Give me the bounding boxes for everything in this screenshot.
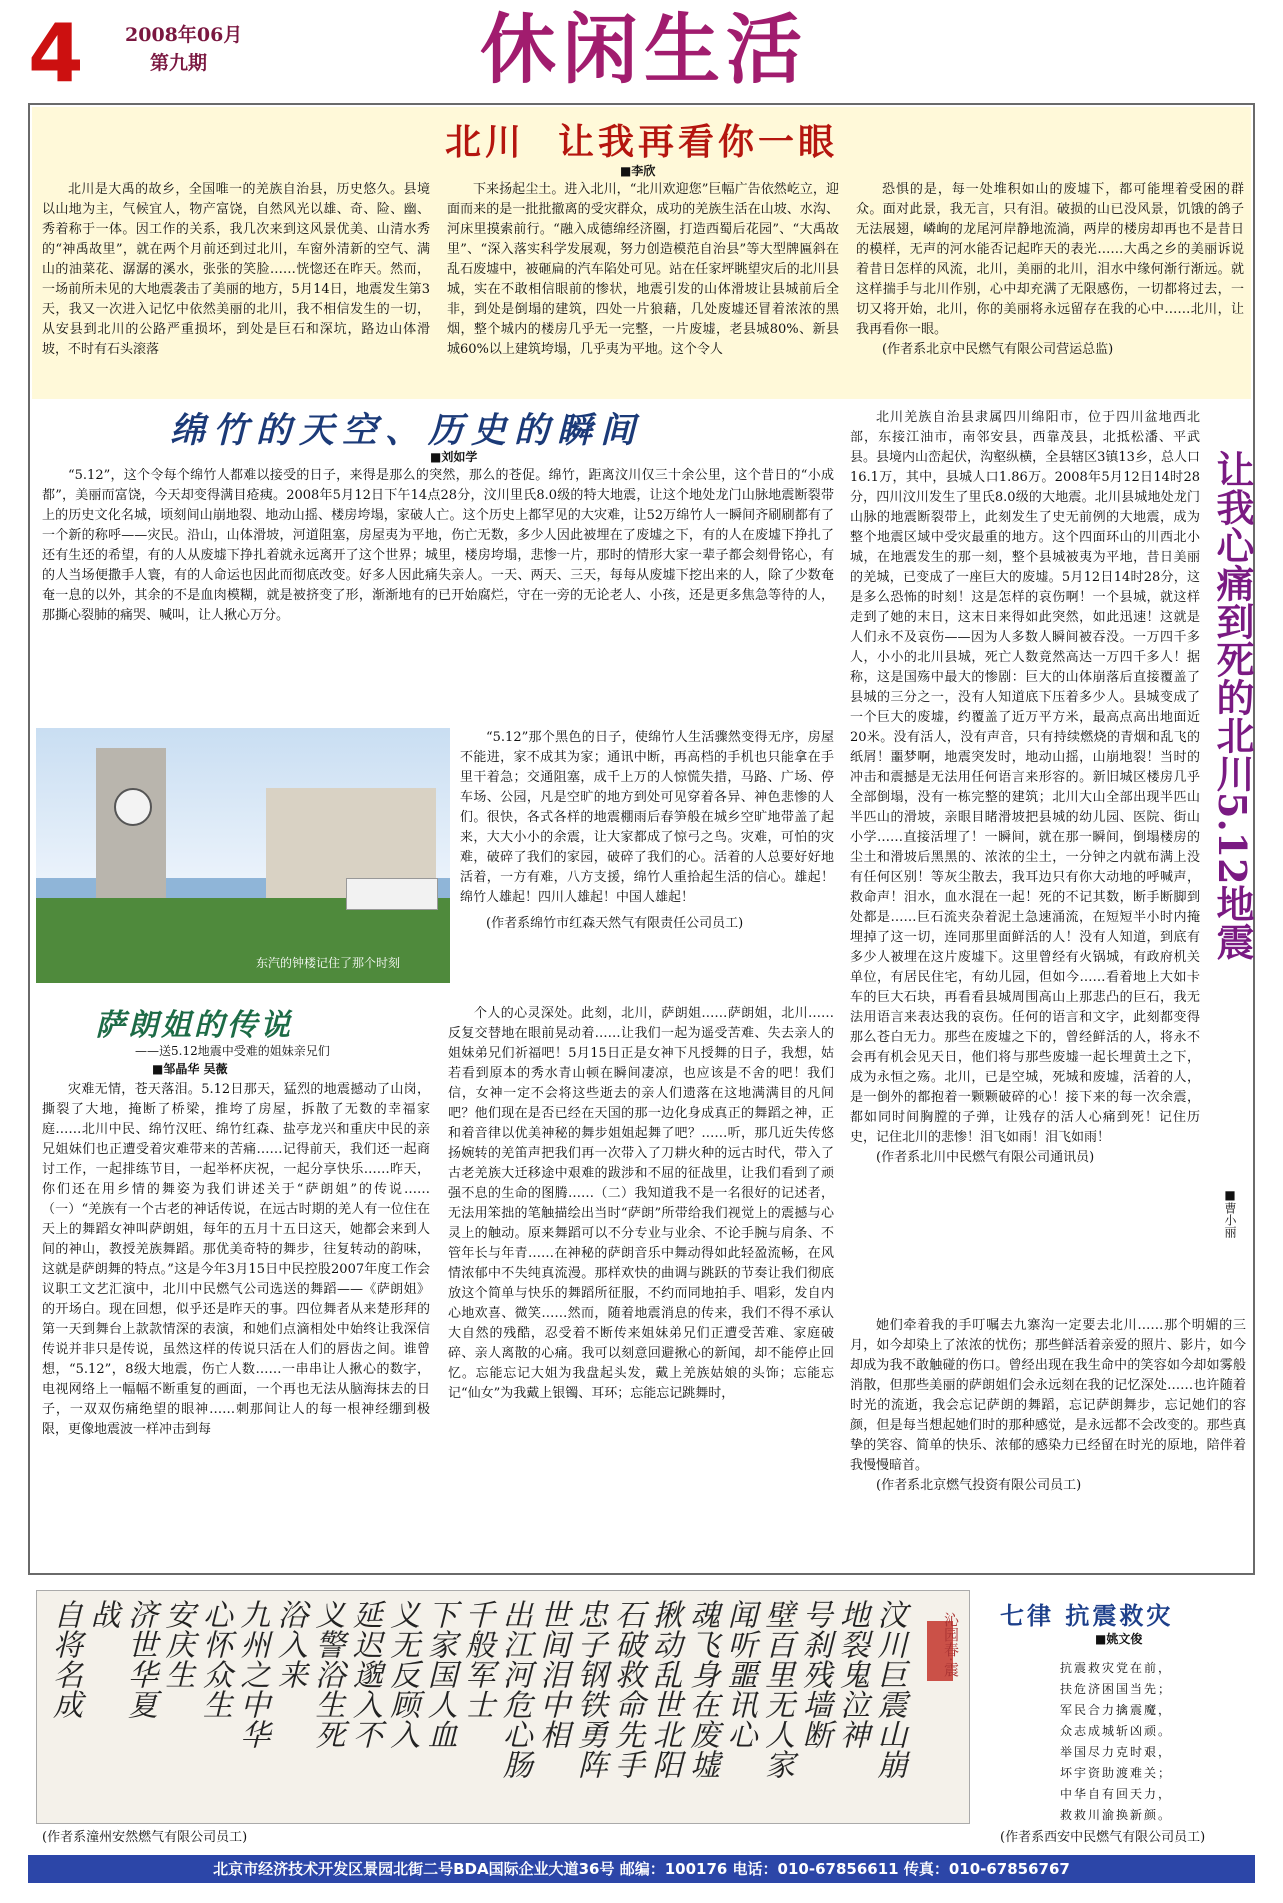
calligraphy-column: 号刹残墙断 (796, 1599, 832, 1749)
poem-line: 扶危济困国当先； (1060, 1682, 1173, 1696)
calligraphy-column: 战 (84, 1599, 120, 1629)
article-2-right-text (460, 728, 834, 990)
calligraphy-column: 世间泪中相 (534, 1599, 570, 1749)
section-title: 休闲生活 (480, 5, 808, 94)
issue-date: 2008年06月 (125, 24, 243, 46)
calligraphy-column: 石破救命先手 (609, 1599, 645, 1779)
poem-line: 救救川渝换新颜。 (1060, 1808, 1173, 1822)
calligraphy-column: 九州之中华 (234, 1599, 270, 1749)
article-2-text-top: “5.12”，这个令每个绵竹人都难以接受的日子，来得是那么的突然，那么的苍促。绵竹，距离汶川仅三十余公里，这个昔日的“小成都”，美丽而富饶，今天却变得满目疮痍。2008年5月12日下午14点28分，汶川里氏8.0级的特大地震，让这个地处龙门山脉地震断裂带上的历史文化名城，顷刻间山崩地裂、地动山摇、楼房垮塌，家破人亡。这个历史上都罕见的大灾难，让52万绵竹人一瞬间齐刷刷都有了一个新的称呼——灾民。沿山，山体滑坡，河道阻塞，房屋夷为平地，伤亡无数，多少人因此被埋在了废墟之下，有的人在废墟下挣扎了还有生还的希望，有的人从废墟下挣扎着就永远离开了这个世界；城里，楼房垮塌，悲惨一片，那时的情形大家一辈子都会刻骨铭心，有的人当场便撒手人寰，有的人命运也因此而彻底改变。好多人因此痛失亲人。一天、两天、三天，每每从废墟下挖出来的人，除了少数奄奄一息的以外，其余的不是血肉模糊，就是被挤变了形，渐渐地有的已开始腐烂，守在一旁的无论老人、小孩，还是更多焦急等待的人，那撕心裂肺的痛哭、喊叫，让人揪心万分。 (42, 468, 834, 623)
article-2-top-text (42, 466, 834, 722)
article-4-column-3 (850, 1316, 1246, 1574)
poem-signature: (作者系西安中民燃气有限公司员工) (1000, 1830, 1206, 1845)
clock-icon (114, 788, 152, 826)
article-4-text-3: 她们牵着我的手叮嘱去九寨沟一定要去北川……那个明媚的三月，如今却染上了浓浓的忧伤；那些鲜活着亲爱的照片、影片，如今却成为我不敢触碰的伤口。曾经出现在我生命中的笑容如今却如雾般消散，但那些美丽的萨朗姐们会永远刻在我的记忆深处……也许随着时光的流逝，我会忘记萨朗的舞蹈，忘记萨朗舞步，忘记她们的容颜，但是每当想起她们时的那种感觉，是永远都不会改变的。那些真挚的笑容、简单的快乐、浓郁的感染力已经留在时光的原地，陪伴着我慢慢暗首。 (850, 1318, 1246, 1473)
photo-caption: 东汽的钟楼记住了那个时刻 (256, 956, 401, 970)
article-1-author: ■李欣 (620, 164, 656, 178)
poem-line: 中华自有回天力， (1060, 1787, 1173, 1801)
calligraphy-column: 自将名成 (47, 1599, 82, 1719)
poem-title: 七律 抗震救灾 (1000, 1601, 1174, 1630)
article-4-text-1: 灾难无情，苍天落泪。5.12日那天，猛烈的地震撼动了山岗，撕裂了大地，掩断了桥梁，推垮了房屋，拆散了无数的幸福家庭……北川中民、绵竹汉旺、绵竹红森、盐亭龙兴和重庆中民的亲兄姐妹们也正遭受着灾难带来的苦痛……记得前天，我们还一起商讨工作，一起排练节目，一起举杯庆祝，一起分享快乐……昨天，你们还在用乡情的舞姿为我们讲述关于“萨朗姐”的传说……（一）“羌族有一个古老的神话传说，在远古时期的羌人有一位住在天上的舞蹈女神叫萨朗姐，每年的五月十五日这天，她都会来到人间的神山，教授羌族舞蹈。那优美奇特的舞步，往复转动的韵味，这就是萨朗舞的特点。”这是今年3月15日中民控股2007年度工作会议职工文艺汇演中，北川中民燃气公司选送的舞蹈——《萨朗姐》的开场白。现在回想，似乎还是昨天的事。四位舞者从来楚形拜的第一天到舞台上款款情深的表演，和她们点滴相处中始终让我深信传说并非只是传说，虽然这样的传说只活在人们的唇齿之间。谁曾想，“5.12”，8级大地震，伤亡人数……一串串让人揪心的数字，电视网络上一幅幅不断重复的画面，一个再也无法从脑海抹去的日子，一双双伤痛绝望的眼神……刺那间让人的每一根神经绷到极限，更像地震波一样冲击到每 (42, 1082, 430, 1437)
article-2-title: 绵竹的天空、历史的瞬间 (170, 410, 644, 451)
poem-author: ■姚文俊 (1095, 1632, 1143, 1646)
calligraphy-column: 浴入来 (271, 1599, 307, 1689)
article-2-text-right: “5.12”那个黑色的日子，使绵竹人生活骤然变得无序，房屋不能进，家不成其为家；通讯中断，再高档的手机也只能拿在手里干着急；交通阻塞，成千上万的人惊慌失措，马路、广场、停车场、公园，凡是空旷的地方到处可见穿着各异、神色悲惨的人们。很快，各式各样的地震棚雨后春笋般在城乡空旷地带盖了起来，大大小小的余震，让大家都成了惊弓之鸟。灾难，可怕的灾难，破碎了我们的家园，破碎了我们的心。活着的人总要好好地活着，一方有难，八方支援，绵竹人重拾起生活的信心。雄起！绵竹人雄起！四川人雄起！中国人雄起！ (460, 730, 834, 905)
article-4-text-2: 个人的心灵深处。此刻，北川，萨朗姐……萨朗姐，北川……反复交替地在眼前晃动着……让我们一起为遥受苦难、失去亲人的姐妹弟兄们祈福吧！5月15日正是女神下凡授舞的日子，我想，姑若看到原本的秀水青山顿在瞬间凄凉，也应该是不舍的吧！我们信，女神一定不会将这些逝去的亲人们遗落在这地满满目的凡间吧？他们现在是否已经在天国的那一边化身成真正的舞蹈之神，正和着音律以优美神秘的舞步姐姐起舞了吧？……听，那几近失传悠扬婉转的羌笛声把我们再一次带入了刀耕火种的远古时代，带入了古老羌族大迁移途中艰难的跋涉和不屈的征战里，让我们看到了顽强不息的生命的图腾……（二）我知道我不是一名很好的记述者，无法用笨拙的笔触描绘出当时“萨朗”所带给我们视觉上的震撼与心灵上的触动。原来舞蹈可以不分专业与业余、不论手腕与肩条、不管年长与年青……在神秘的萨朗音乐中舞动得如此轻盈流畅，在风情浓郁中不失纯真流漫。那样欢快的曲调与跳跃的节奏让我们彻底放这个简单与快乐的舞蹈所征服，不约而同地拍手、唱彩，发自内心地欢喜、微笑……然而，随着地震消息的传来，我们不得不承认大自然的残酷，忍受着不断传来姐妹弟兄们正遭受苦难、家庭破碎、亲人离散的心痛。我可以刻意回避揪心的新闻，却不能停止回忆。忘能忘记大姐为我盘起头发，戴上羌族姑娘的头饰；忘能忘记“仙女”为我戴上银镯、耳环；忘能忘记跳舞时， (448, 1006, 834, 1401)
article-4-signature: (作者系北京燃气投资有限公司员工) (876, 1478, 1082, 1493)
calligraphy-column: 揪动乱世北阳 (646, 1599, 682, 1779)
calligraphy-title: 沁园春·震 (942, 1612, 960, 1677)
article-4-column-2 (448, 1004, 834, 1575)
article-4-column-1 (42, 1080, 430, 1575)
calligraphy-column: 下家国人血 (421, 1599, 457, 1749)
article-3-title: 让我心痛到死的北川5.12地震 (1210, 450, 1255, 961)
calligraphy-column: 义无反顾入 (384, 1599, 420, 1749)
poem-line: 众志成城斩凶顽。 (1060, 1724, 1173, 1738)
article-4-subtitle: ——送5.12地震中受难的姐妹亲兄们 (135, 1044, 330, 1058)
article-1-title: 北川 让我再看你一眼 (444, 122, 839, 163)
calligraphy-artwork (36, 1590, 970, 1824)
calligraphy-column: 忠子钢铁勇阵 (571, 1599, 607, 1779)
calligraphy-column: 汶川巨震山崩 (871, 1599, 907, 1779)
page-number: 4 (28, 7, 84, 100)
calligraphy-column: 千般军士 (459, 1599, 495, 1719)
calligraphy-column: 出江河危心肠 (496, 1599, 532, 1779)
article-1-text-3: 恐惧的是，每一处堆积如山的废墟下，都可能埋着受困的群众。面对此景，我无言，只有泪。破损的山已没风景，饥饿的鸽子无法展翅，嶙峋的龙尾河岸静地流淌，两岸的楼房却再也不是昔日的模样，无声的河水能否记起昨天的表光……大禹之乡的美丽诉说着昔日怎样的风流，北川，美丽的北川，泪水中缘何渐行渐远。就这样揣手与北川作别，心中却充满了无限感伤，一切都将过去，一切又将开始，北川，你的美丽将永远留存在我的心中……北川，让我再看你一眼。 (856, 182, 1244, 337)
poem-line: 军民合力擒震魔， (1060, 1703, 1173, 1717)
article-1-text-2: 下来扬起尘土。进入北川，“北川欢迎您”巨幅广告依然屹立，迎面而来的是一批批撤离的受灾群众，成功的羌族生活在山坡、水沟、河床里摸索前行。“融入成德绵经济圈，打造西蜀后花园”、“大禹故里”、“深入落实科学发展观，努力创造模范自治县”等大型牌匾斜在乱石废墟中，被砸扁的汽车陷处可见。站在任家坪眺望灾后的北川县城，实在不敢相信眼前的惨状，地震引发的山体滑坡让县城前后全非，到处是倒塌的建筑，四处一片狼藉，几处废墟还冒着浓浓的黑烟，整个城内的楼房几乎无一完整，一片废墟，老县城80%、新县城60%以上建筑垮塌，几乎夷为平地。这个令人 (447, 182, 839, 357)
calligraphy-column: 心怀众生 (196, 1599, 232, 1719)
poem-line: 抗震救灾党在前， (1060, 1661, 1173, 1675)
calligraphy-column: 安庆生 (159, 1599, 195, 1689)
poem-line: 举国尽力克时艰， (1060, 1745, 1173, 1759)
bell-tower-photo (36, 728, 450, 983)
article-1-signature: (作者系北京中民燃气有限公司营运总监) (882, 342, 1114, 357)
article-3-author: ■曹小丽 (1223, 1188, 1237, 1238)
article-1-column-2 (447, 180, 839, 392)
article-3-text (850, 408, 1200, 1308)
calligraphy-column: 魂飞身在废墟 (684, 1599, 720, 1779)
calligraphy-column: 地裂鬼泣神 (834, 1599, 870, 1749)
article-4-title: 萨朗姐的传说 (95, 1008, 293, 1043)
poem-lines (1060, 1658, 1240, 1826)
article-3-body: 北川羌族自治县隶属四川绵阳市，位于四川盆地西北部，东接江油市，南邻安县，西靠茂县，北抵松潘、平武县。县境内山峦起伏，沟壑纵横，全县辖区3镇13乡，总人口16.1万，其中，县城人口1.86万。2008年5月12日14时28分，四川汶川发生了里氏8.0级的大地震。北川县城地处龙门山脉的地震断裂带上，此刻发生了史无前例的大地震，成为整个地震区域中受灾最重的地方。这个四面环山的川西北小城，在地震发生的那一刻，整个县城被夷为平地，昔日美丽的羌城，已变成了一座巨大的废墟。5月12日14时28分，这是多么恐怖的时刻！这是怎样的哀伤啊！一个县城，就这样走到了她的末日，这末日来得如此突然，如此迅速！这就是人们永不及哀伤——因为人多数人瞬间被吞没。一万四千多人，小小的北川县城，死亡人数竟然高达一万四千多人！据称，这是国殇中最大的惨剧：巨大的山体崩落后直接覆盖了县城的三分之一，没有人知道底下压着多少人。县城变成了一个巨大的废墟，约覆盖了近万平方米，最高点高出地面近20米。没有活人，没有声音，只有持续燃烧的青烟和乱飞的纸屑！噩梦啊，地震突发时，地动山摇，山崩地裂！当时的冲击和震撼是无法用任何语言来形容的。新旧城区楼房几乎全部倒塌，没有一栋完整的建筑；北川大山全部出现半匹山半匹山的滑坡，亲眼目睹滑坡把县城的幼儿园、医院、街山小学……直接活埋了！一瞬间，就在那一瞬间，倒塌楼房的尘土和滑坡后黑黑的、浓浓的尘土，一分钟之内就布满上没有任何区别！等灰尘散去，我耳边只有你大动地的呼喊声，救命声！泪水，血水混在一起！死的不记其数，断手断脚到处都是……巨石流夹杂着泥土急速涌流，在短短半小时内掩埋掉了这一切，连同那里面鲜活的人！没有人知道，到底有多少人被埋在这片废墟下。这里曾经有火锅城，有政府机关单位，有居民住宅，有幼儿园，但如今……看着地上大如卡车的巨大石块，再看看县城周围高山上那悲凸的巨石，我无法用语言来表达我的哀伤。任何的语言和文字，此刻都变得那么苍白无力。那些在废墟之下的，曾经鲜活的人，将永不会再有机会见天日，他们将与那些废墟一起长埋黄土之下，成为永恒之殇。北川，已是空城，死城和废墟，活着的人，是一倒外的都抱着一颗颗破碎的心！接下来的每一次余震，都如同时间胸膛的子弹，让残存的活人心痛到死！记住历史，记住北川的悲惨！泪飞如雨！泪飞如雨！ (850, 410, 1200, 1145)
calligraphy-signature: (作者系潼州安然燃气有限公司员工) (42, 1830, 248, 1845)
article-1-column-3 (856, 180, 1244, 392)
poem-line: 坏宇资助渡难关； (1060, 1766, 1173, 1780)
article-3-signature: (作者系北川中民燃气有限公司通讯员) (876, 1150, 1095, 1165)
article-1-text-1: 北川是大禹的故乡，全国唯一的羌族自治县，历史悠久。县境以山地为主，气候宜人，物产富饶，自然风光以雄、奇、险、幽、秀着称于一体。因工作的关系，我几次来到这风景优美、山清水秀的“神禹故里”，就在两个月前还到过北川，车窗外清新的空气、满山的油菜花、潺潺的溪水，张张的笑脸……恍惚还在昨天。然而，一场前所未见的大地震袭击了美丽的地方，5月14日，地震发生第3天，我又一次进入记忆中依然美丽的北川，我不相信发生的一切，从安县到北川的公路严重损坏，到处是巨石和深坑，路边山体滑坡，不时有石头滚落 (42, 182, 430, 357)
footer-contact: 北京市经济技术开发区景园北街二号BDA国际企业大道36号 邮编：100176 电话：010-67856611 传真：010-67856767 (28, 1855, 1255, 1883)
calligraphy-column: 延迟邈入不 (346, 1599, 382, 1749)
article-4-author: ■邹晶华 吴薇 (152, 1062, 228, 1076)
calligraphy-column: 济世华夏 (121, 1599, 157, 1719)
calligraphy-column: 义警浴生死 (309, 1599, 345, 1749)
issue-number: 第九期 (150, 52, 208, 74)
calligraphy-column: 壁百里无人家 (759, 1599, 795, 1779)
calligraphy-column: 闻听噩讯心 (721, 1599, 757, 1749)
article-2-author: ■刘如学 (430, 450, 478, 464)
article-1-column-1 (42, 180, 430, 392)
article-2-signature: (作者系绵竹市红森天然气有限责任公司员工) (486, 916, 744, 931)
